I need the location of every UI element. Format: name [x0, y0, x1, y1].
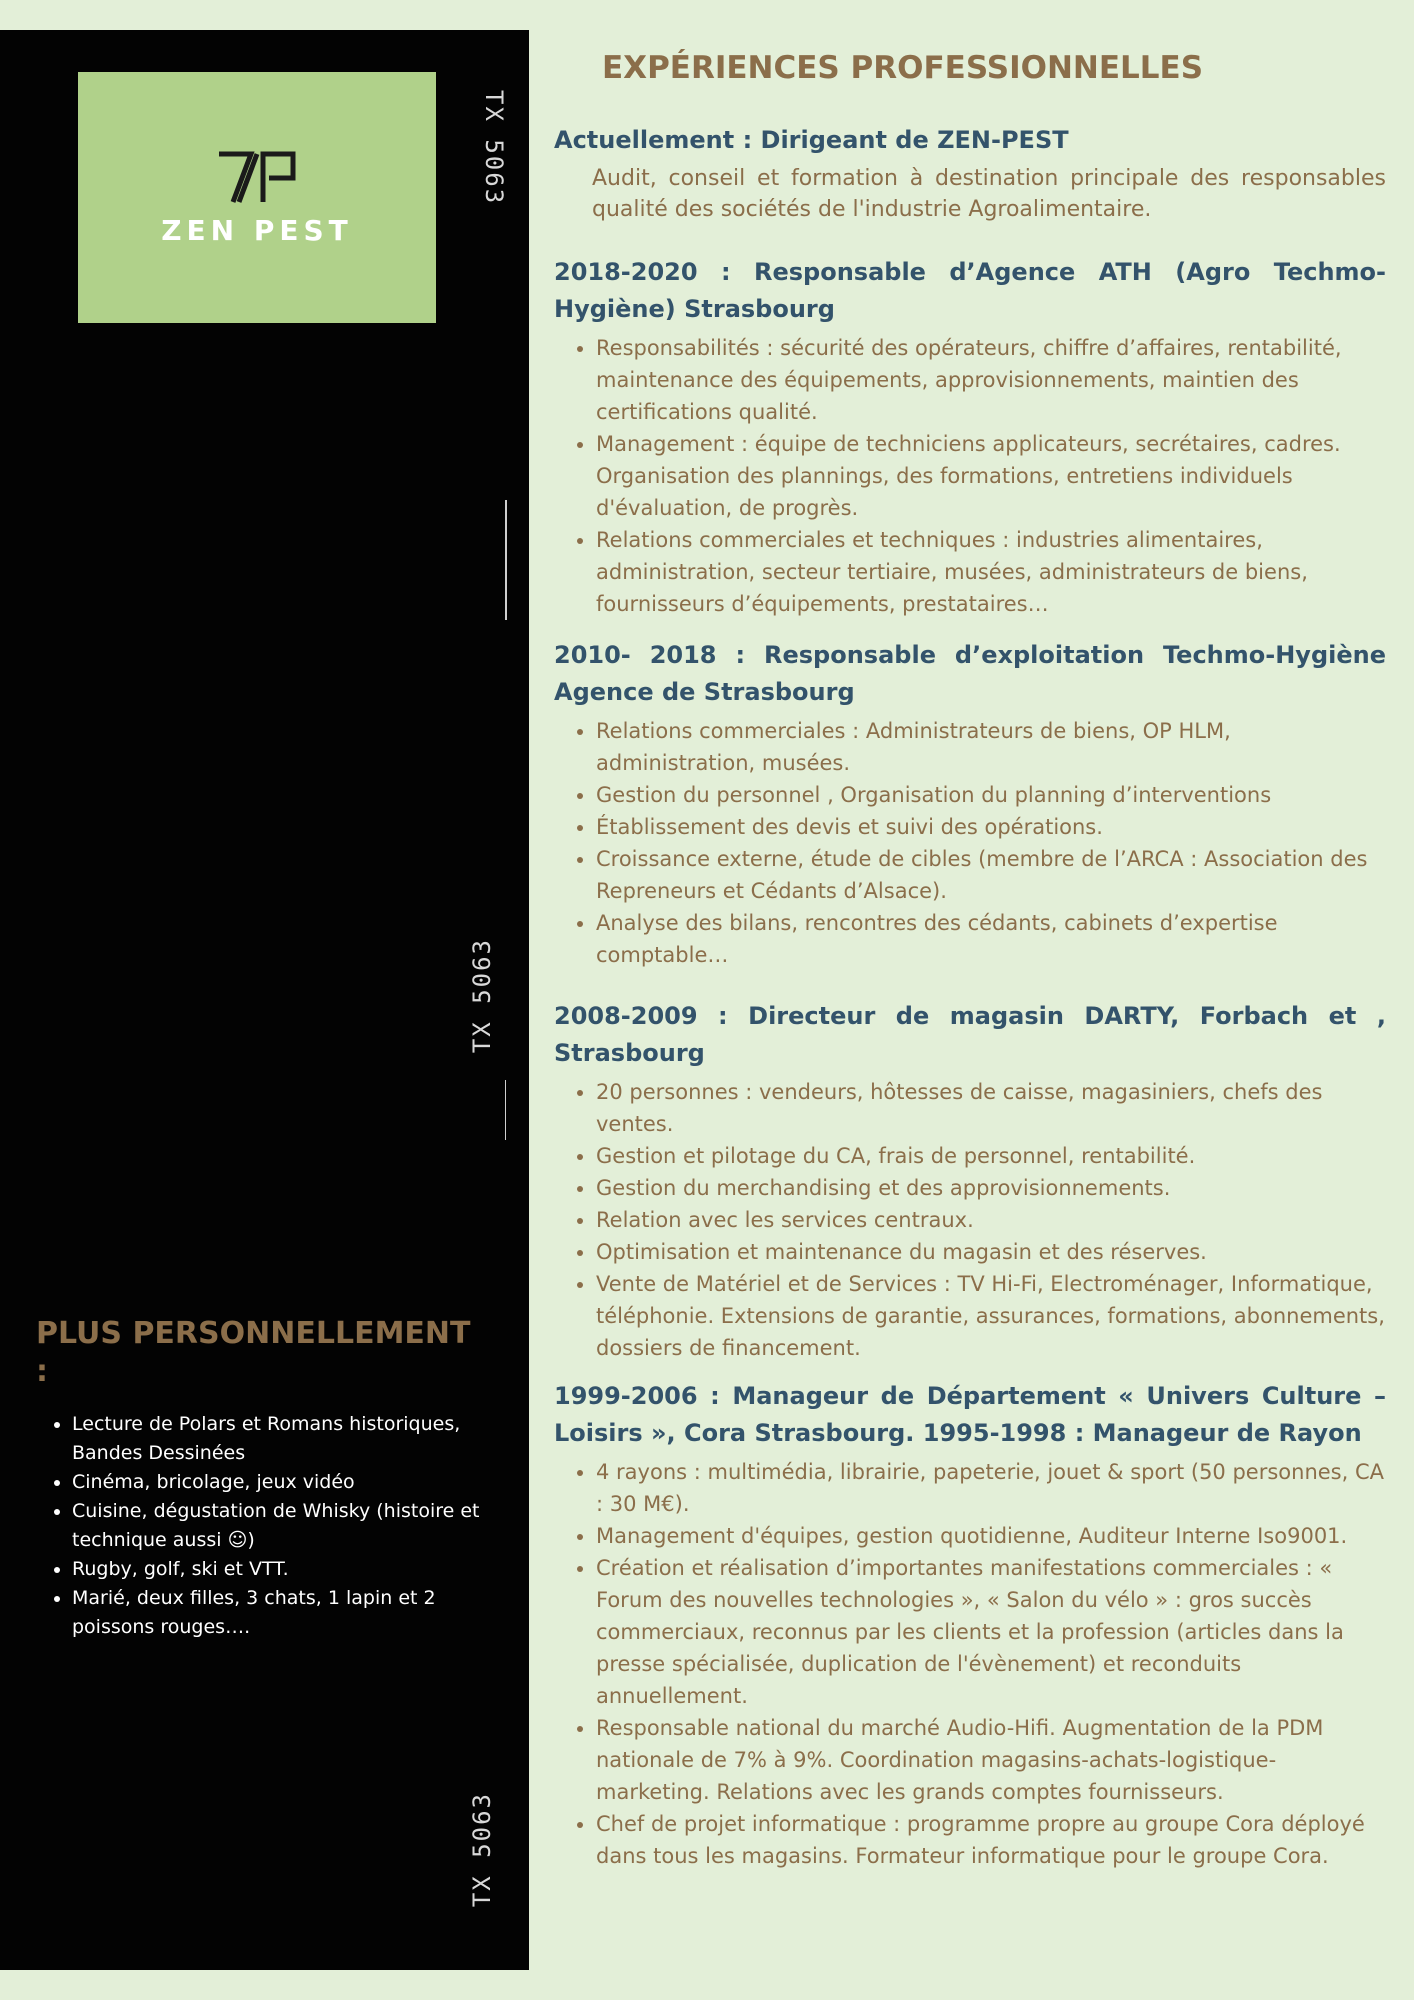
film-scratch	[505, 500, 507, 620]
list-item: • 4 rayons : multimédia, librairie, papeterie, jouet & sport (50 personnes, CA : 30 M€).	[596, 1456, 1386, 1520]
list-item: • Chef de projet informatique : programme propre au groupe Cora déployé dans tous les magasins. Formateur informatique pour le groupe Cora.	[596, 1808, 1386, 1872]
list-item: • Établissement des devis et suivi des opérations.	[596, 811, 1386, 843]
job-bullets	[554, 332, 1386, 620]
sidebar	[0, 30, 529, 1970]
logo-text: ZEN PEST	[161, 214, 353, 247]
zp-logo-mark-icon	[217, 150, 299, 206]
list-item: • Management d'équipes, gestion quotidienne, Auditeur Interne Iso9001.	[596, 1520, 1386, 1552]
list-item: • Optimisation et maintenance du magasin et des réserves.	[596, 1236, 1386, 1268]
list-item: • Management : équipe de techniciens applicateurs, secrétaires, cadres. Organisation des plannings, des formations, entretiens individuels d'évaluation, de progrès.	[596, 428, 1386, 524]
job-title: 2010- 2018 : Responsable d’exploitation Techmo-Hygiène Agence de Strasbourg	[554, 641, 1386, 706]
list-item: • Lecture de Polars et Romans historiques, Bandes Dessinées	[72, 1410, 492, 1468]
job-entry	[554, 637, 1386, 971]
company-logo	[78, 72, 436, 323]
job-title: 1999-2006 : Manageur de Département « Univers Culture – Loisirs », Cora Strasbourg. 1995-1998 : Manageur de Rayon	[554, 1382, 1386, 1447]
job-bullets	[554, 1076, 1386, 1364]
job-description: Audit, conseil et formation à destination principale des responsables qualité des sociétés de l'industrie Agroalimentaire.	[592, 166, 1386, 222]
list-item: • Gestion du merchandising et des approvisionnements.	[596, 1172, 1386, 1204]
list-item: • Gestion et pilotage du CA, frais de personnel, rentabilité.	[596, 1140, 1386, 1172]
job-bullets	[554, 715, 1386, 971]
job-entry	[554, 998, 1386, 1364]
personal-list	[36, 1410, 492, 1642]
list-item: • Cinéma, bricolage, jeux vidéo	[72, 1468, 492, 1497]
section-title: EXPÉRIENCES PROFESSIONNELLES	[602, 50, 1204, 86]
job-title: 2008-2009 : Directeur de magasin DARTY, Forbach et , Strasbourg	[554, 1002, 1386, 1067]
job-bullets	[554, 1456, 1386, 1872]
list-item: • Création et réalisation d’importantes manifestations commerciales : « Forum des nouvelles technologies », « Salon du vélo » : gros succès commerciaux, reconnus par les clients et la profession (articles dans la presse spécialisée, duplication de l'évènement) et reconduits annuellement.	[596, 1552, 1386, 1712]
list-item: • Analyse des bilans, rencontres des cédants, cabinets d’expertise comptable…	[596, 907, 1386, 971]
list-item: • Marié, deux filles, 3 chats, 1 lapin et 2 poissons rouges….	[72, 1584, 492, 1642]
list-item: • Relation avec les services centraux.	[596, 1204, 1386, 1236]
list-item: • Responsabilités : sécurité des opérateurs, chiffre d’affaires, rentabilité, maintenance des équipements, approvisionnements, maintien des certifications qualité.	[596, 332, 1386, 428]
job-title: Actuellement : Dirigeant de ZEN-PEST	[554, 126, 1069, 154]
list-item: • Rugby, golf, ski et VTT.	[72, 1555, 492, 1584]
list-item: • Relations commerciales : Administrateurs de biens, OP HLM, administration, musées.	[596, 715, 1386, 779]
job-entry	[554, 1378, 1386, 1872]
film-strip	[468, 30, 508, 1970]
job-title: 2018-2020 : Responsable d’Agence ATH (Agro Techmo-Hygiène) Strasbourg	[554, 258, 1386, 323]
film-code: TX 5063	[468, 938, 496, 1054]
list-item: • Vente de Matériel et de Services : TV Hi-Fi, Electroménager, Informatique, téléphonie. Extensions de garantie, assurances, formations, abonnements, dossiers de financement.	[596, 1268, 1386, 1364]
personal-title: PLUS PERSONNELLEMENT :	[36, 1316, 471, 1389]
list-item: • Cuisine, dégustation de Whisky (histoire et technique aussi ☺)	[72, 1497, 492, 1555]
list-item: • Relations commerciales et techniques : industries alimentaires, administration, secteur tertiaire, musées, administrateurs de biens, fournisseurs d’équipements, prestataires…	[596, 524, 1386, 620]
film-code: TX 5063	[480, 90, 508, 206]
job-entry	[554, 254, 1386, 620]
list-item: • Croissance externe, étude de cibles (membre de l’ARCA : Association des Repreneurs et Cédants d’Alsace).	[596, 843, 1386, 907]
list-item: • 20 personnes : vendeurs, hôtesses de caisse, magasiniers, chefs des ventes.	[596, 1076, 1386, 1140]
film-code: TX 5063	[468, 1792, 496, 1908]
list-item: • Responsable national du marché Audio-Hifi. Augmentation de la PDM nationale de 7% à 9%. Coordination magasins-achats-logistique-marketing. Relations avec les grands comptes fournisseurs.	[596, 1712, 1386, 1808]
film-scratch	[505, 1080, 506, 1140]
job-entry	[554, 122, 1386, 225]
list-item: • Gestion du personnel , Organisation du planning d’interventions	[596, 779, 1386, 811]
